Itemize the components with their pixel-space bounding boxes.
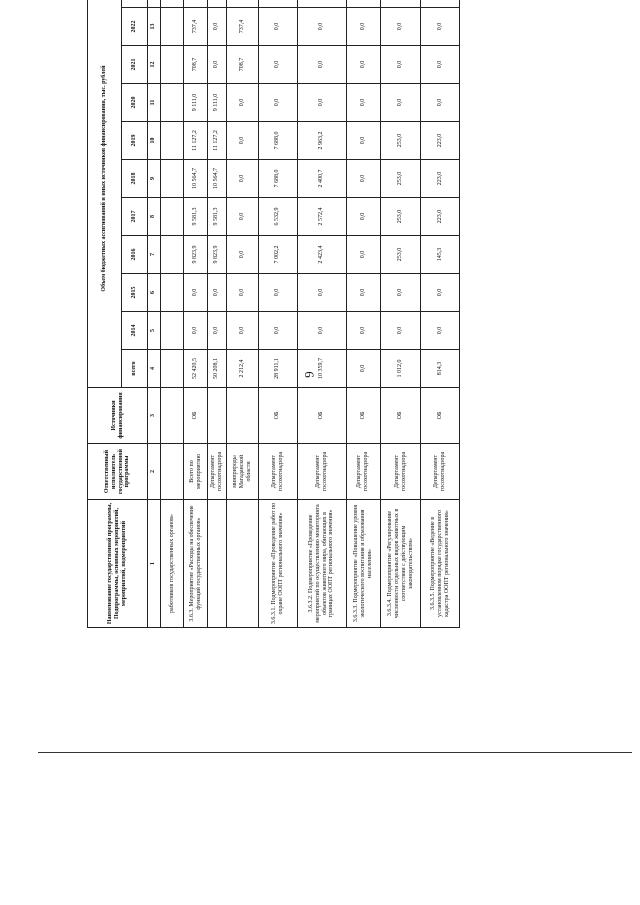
header-year xyxy=(122,0,148,8)
executor-cell: Департамент госохотнадзора xyxy=(297,444,346,500)
value-cell: 223,0 xyxy=(421,160,460,198)
value-cell: 0,0 xyxy=(227,274,259,312)
value-cell: 6 532,9 xyxy=(259,198,297,236)
value-cell: 0,0 xyxy=(184,312,208,350)
value-cell: 253,0 xyxy=(380,236,421,274)
value-cell xyxy=(160,160,184,198)
value-cell: 0,0 xyxy=(346,46,380,84)
name-cell xyxy=(207,500,226,628)
table-row xyxy=(421,0,460,628)
column-index-row xyxy=(148,0,161,628)
value-cell xyxy=(207,0,226,8)
value-cell: 9 581,3 xyxy=(207,198,226,236)
table-row xyxy=(184,0,208,628)
value-cell xyxy=(160,8,184,46)
page-divider-line xyxy=(38,752,632,753)
value-cell: 0,0 xyxy=(297,46,346,84)
value-cell: 1 012,0 xyxy=(380,350,421,388)
value-cell: 0,0 xyxy=(346,312,380,350)
column-index-cell: 10 xyxy=(148,122,161,160)
value-cell xyxy=(184,0,208,8)
value-cell: 52 420,5 xyxy=(184,350,208,388)
column-index-cell xyxy=(148,0,161,8)
value-cell: 0,0 xyxy=(227,312,259,350)
header-name: Наименование государственной программы, Подпрограммы, основных мероприятий, мероприятий, подмероприятий xyxy=(88,500,148,628)
value-cell: 7 688,0 xyxy=(259,122,297,160)
value-cell: 708,7 xyxy=(184,46,208,84)
rotated-table-frame xyxy=(87,4,460,628)
source-cell xyxy=(160,388,184,444)
column-index-cell: 5 xyxy=(148,312,161,350)
value-cell: 0,0 xyxy=(346,160,380,198)
value-cell xyxy=(297,0,346,8)
column-index-cell: 12 xyxy=(148,46,161,84)
value-cell: 11 127,2 xyxy=(184,122,208,160)
column-index-cell: 9 xyxy=(148,160,161,198)
value-cell: 0,0 xyxy=(346,122,380,160)
value-cell: 9 581,3 xyxy=(184,198,208,236)
executor-cell: минприроды Магаданской области xyxy=(227,444,259,500)
value-cell: 0,0 xyxy=(207,274,226,312)
table-body xyxy=(148,0,460,628)
value-cell: 0,0 xyxy=(227,160,259,198)
header-source: Источники финансирования xyxy=(88,388,148,444)
value-cell: 0,0 xyxy=(421,84,460,122)
value-cell: 9 823,9 xyxy=(207,236,226,274)
executor-cell: Департамент госохотнадзора xyxy=(346,444,380,500)
name-cell: 3.6.3. Мероприятие «Расходы на обеспечение функций государственных органов» xyxy=(184,500,208,628)
value-cell xyxy=(346,0,380,8)
table-row xyxy=(227,0,259,628)
source-cell: ОБ xyxy=(346,388,380,444)
page-number: 6 xyxy=(301,371,317,378)
value-cell: 0,0 xyxy=(227,198,259,236)
value-cell: 253,0 xyxy=(380,160,421,198)
source-cell: ОБ xyxy=(421,388,460,444)
executor-cell: Департамент госохотнадзора xyxy=(259,444,297,500)
value-cell: 0,0 xyxy=(207,46,226,84)
value-cell xyxy=(160,0,184,8)
executor-cell: Департамент госохотнадзора xyxy=(380,444,421,500)
source-cell xyxy=(207,388,226,444)
value-cell: 814,3 xyxy=(421,350,460,388)
rotated-table-container xyxy=(87,4,460,628)
value-cell: 0,0 xyxy=(184,274,208,312)
value-cell xyxy=(227,0,259,8)
value-cell xyxy=(160,46,184,84)
table-row xyxy=(259,0,297,628)
table-row xyxy=(346,0,380,628)
column-index-cell: 13 xyxy=(148,8,161,46)
value-cell: 223,0 xyxy=(421,122,460,160)
value-cell xyxy=(160,84,184,122)
value-cell: 0,0 xyxy=(380,46,421,84)
value-cell: 10 564,7 xyxy=(184,160,208,198)
value-cell: 253,0 xyxy=(380,198,421,236)
value-cell: 2 212,4 xyxy=(227,350,259,388)
value-cell: 0,0 xyxy=(346,350,380,388)
source-cell: ОБ xyxy=(380,388,421,444)
header-year: 2014 xyxy=(122,312,148,350)
value-cell: 0,0 xyxy=(421,8,460,46)
executor-cell: Всего по мероприятию xyxy=(184,444,208,500)
value-cell xyxy=(160,236,184,274)
value-cell xyxy=(421,0,460,8)
value-cell: 11 127,2 xyxy=(207,122,226,160)
value-cell: 0,0 xyxy=(297,8,346,46)
name-cell: 3.6.3.2. Подмероприятие «Проведение мероприятий по осуществлению мониторинга объектов животного мира, обитающих в границах ООПТ регионального значения» xyxy=(297,500,346,628)
value-cell: 0,0 xyxy=(297,84,346,122)
column-index-cell: 4 xyxy=(148,350,161,388)
value-cell: 7 002,2 xyxy=(259,236,297,274)
value-cell xyxy=(160,350,184,388)
value-cell: 0,0 xyxy=(259,84,297,122)
table-header xyxy=(88,0,148,628)
value-cell: 7 688,0 xyxy=(259,160,297,198)
value-cell xyxy=(259,0,297,8)
header-year: 2019 xyxy=(122,122,148,160)
value-cell: 9 111,0 xyxy=(207,84,226,122)
value-cell: 0,0 xyxy=(346,84,380,122)
value-cell xyxy=(160,122,184,160)
value-cell: 0,0 xyxy=(259,46,297,84)
name-cell: 3.6.3.3. Подмероприятие «Повышение уровня экологического воспитания и образования населения» xyxy=(346,500,380,628)
value-cell: 223,0 xyxy=(421,198,460,236)
header-executor: Ответственный исполнитель государственной программы xyxy=(88,444,148,500)
value-cell: 0,0 xyxy=(259,312,297,350)
value-cell: 0,0 xyxy=(421,312,460,350)
value-cell: 9 823,9 xyxy=(184,236,208,274)
value-cell: 0,0 xyxy=(346,236,380,274)
value-cell xyxy=(160,312,184,350)
value-cell: 0,0 xyxy=(421,46,460,84)
budget-table xyxy=(87,0,460,628)
column-index-cell: 7 xyxy=(148,236,161,274)
value-cell xyxy=(160,274,184,312)
column-index-cell: 6 xyxy=(148,274,161,312)
value-cell: 2 400,7 xyxy=(297,160,346,198)
value-cell: 0,0 xyxy=(207,312,226,350)
value-cell: 0,0 xyxy=(346,8,380,46)
value-cell: 0,0 xyxy=(380,8,421,46)
column-index-cell: 3 xyxy=(148,388,161,444)
executor-cell: Департамент госохотнадзора xyxy=(421,444,460,500)
name-cell: 3.6.3.5. Подмероприятие «Ведение в установленном порядке государственного кадастра ООПТ регионального значения» xyxy=(421,500,460,628)
value-cell: 0,0 xyxy=(380,84,421,122)
value-cell: 0,0 xyxy=(421,274,460,312)
column-index-cell: 11 xyxy=(148,84,161,122)
value-cell: 0,0 xyxy=(207,8,226,46)
header-year: 2016 xyxy=(122,236,148,274)
column-index-cell: 1 xyxy=(148,500,161,628)
source-cell: ОБ xyxy=(297,388,346,444)
table-row xyxy=(207,0,226,628)
value-cell: 253,0 xyxy=(380,122,421,160)
name-cell: 3.6.3.4. Подмероприятие «Регулирование численности отдельных видов животных в соответствии с действующим законодательством» xyxy=(380,500,421,628)
value-cell: 0,0 xyxy=(297,274,346,312)
value-cell: 0,0 xyxy=(259,8,297,46)
table-row xyxy=(380,0,421,628)
header-year: 2020 xyxy=(122,84,148,122)
value-cell: 145,3 xyxy=(421,236,460,274)
value-cell: 0,0 xyxy=(227,236,259,274)
source-cell xyxy=(227,388,259,444)
value-cell: 0,0 xyxy=(259,274,297,312)
value-cell: 0,0 xyxy=(346,198,380,236)
value-cell: 0,0 xyxy=(380,312,421,350)
table-row xyxy=(160,0,184,628)
value-cell: 0,0 xyxy=(380,274,421,312)
value-cell: 2 423,4 xyxy=(297,236,346,274)
source-cell: ОБ xyxy=(259,388,297,444)
name-cell xyxy=(227,500,259,628)
value-cell: 10 359,7 xyxy=(297,350,346,388)
header-year: 2022 xyxy=(122,8,148,46)
value-cell: 737,4 xyxy=(184,8,208,46)
executor-cell: Департамент госохотнадзора xyxy=(207,444,226,500)
value-cell: 708,7 xyxy=(227,46,259,84)
source-cell: ОБ xyxy=(184,388,208,444)
value-cell xyxy=(380,0,421,8)
value-cell: 2 963,2 xyxy=(297,122,346,160)
value-cell: 0,0 xyxy=(227,84,259,122)
column-index-cell: 8 xyxy=(148,198,161,236)
value-cell: 2 572,4 xyxy=(297,198,346,236)
header-volume: Объем бюджетных ассигнований и иных источников финансирования, тыс. рублей xyxy=(88,0,122,388)
value-cell: 0,0 xyxy=(297,312,346,350)
value-cell: 28 911,1 xyxy=(259,350,297,388)
table-row xyxy=(297,0,346,628)
header-year: всего xyxy=(122,350,148,388)
value-cell: 9 111,0 xyxy=(184,84,208,122)
value-cell: 737,4 xyxy=(227,8,259,46)
executor-cell xyxy=(160,444,184,500)
value-cell: 10 564,7 xyxy=(207,160,226,198)
value-cell: 0,0 xyxy=(227,122,259,160)
name-cell: работников государственных органов» xyxy=(160,500,184,628)
value-cell: 50 208,1 xyxy=(207,350,226,388)
header-year: 2015 xyxy=(122,274,148,312)
column-index-cell: 2 xyxy=(148,444,161,500)
header-year: 2017 xyxy=(122,198,148,236)
value-cell: 0,0 xyxy=(346,274,380,312)
header-year: 2021 xyxy=(122,46,148,84)
value-cell xyxy=(160,198,184,236)
name-cell: 3.6.3.1. Подмероприятие «Проведение работ по охране ООПТ регионального значения» xyxy=(259,500,297,628)
header-year: 2018 xyxy=(122,160,148,198)
